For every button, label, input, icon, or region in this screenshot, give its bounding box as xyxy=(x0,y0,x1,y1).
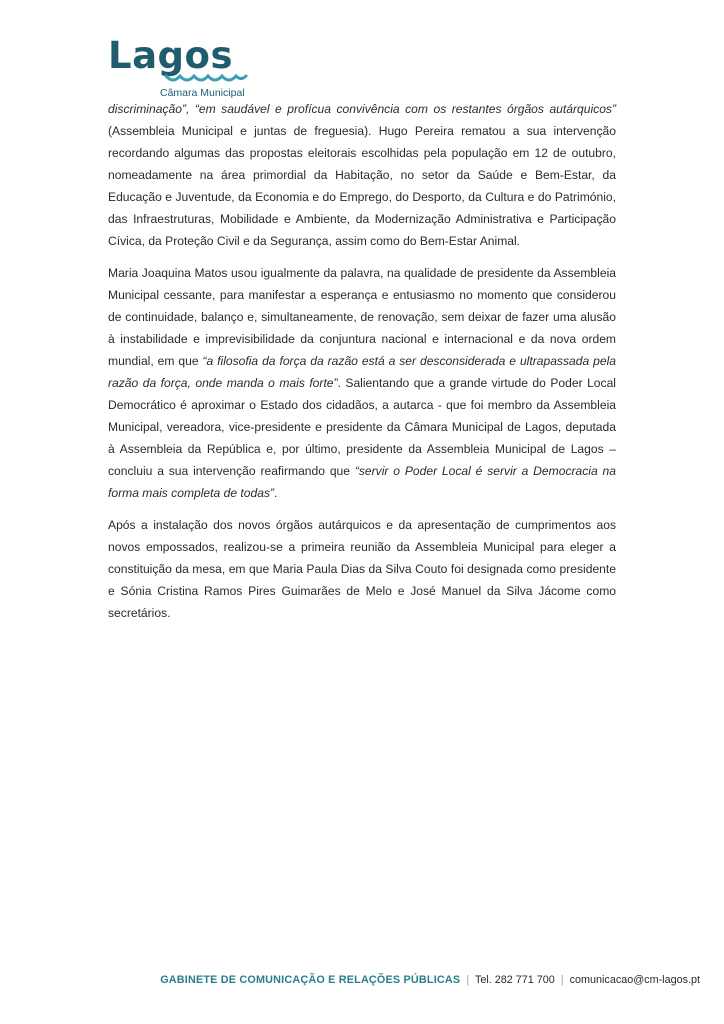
footer-separator: | xyxy=(560,974,564,986)
paragraph-text: (Assembleia Municipal e juntas de freguesia). Hugo Pereira rematou a sua intervenção recordando algumas das propostas eleitorais escolhidas pela população em 12 de outubro, nomeadamente na área primordial da Habitação, no setor da Saúde e Bem-Estar, da Educação e Juventude, da Economia e do Emprego, do Desporto, da Cultura e do Património, das Infraestruturas, Mobilidade e Ambiente, da Modernização Administrativa e Participação Cívica, da Proteção Civil e da Segurança, assim como do Bem-Estar Animal. xyxy=(108,124,616,248)
quote-text: discriminação xyxy=(108,102,182,116)
logo-subtitle: Câmara Municipal xyxy=(160,87,245,99)
page-footer xyxy=(0,972,700,988)
footer-phone: Tel. 282 771 700 xyxy=(474,974,555,986)
paragraph-text: . xyxy=(274,486,278,500)
paragraph-text: . Salientando que a grande virtude do Poder Local Democrático é aproximar o Estado dos cidadãos, a autarca - que foi membro da Assembleia Municipal, vereadora, vice-presidente e presidente da Câmara Municipal de Lagos, deputada à Assembleia da República e, por último, presidente da Assembleia Municipal de Lagos – concluiu a sua intervenção reafirmando que xyxy=(108,376,616,478)
quote-text: “servir o Poder Local é servir a Democracia na forma mais completa de todas” xyxy=(108,464,616,500)
paragraph-text: Após a instalação dos novos órgãos autárquicos e da apresentação de cumprimentos aos novos empossados, realizou-se a primeira reunião da Assembleia Municipal para eleger a constituição da mesa, em que Maria Paula Dias da Silva Couto foi designada como presidente e Sónia Cristina Ramos Pires Guimarães de Melo e José Manuel da Silva Jácome como secretários. xyxy=(108,518,616,620)
footer-email[interactable]: comunicacao@cm-lagos.pt xyxy=(569,974,700,986)
camara-municipal-logo xyxy=(108,36,248,102)
footer-department: GABINETE DE COMUNICAÇÃO E RELAÇÕES PÚBLICAS xyxy=(160,974,461,986)
body-paragraph xyxy=(108,262,616,504)
body-paragraph xyxy=(108,98,616,252)
article-body xyxy=(108,98,616,634)
quote-text: “em saudável e profícua convivência com os restantes órgãos autárquicos” xyxy=(194,102,616,116)
footer-separator: | xyxy=(466,974,470,986)
quote-text: ”, xyxy=(181,102,195,116)
paragraph-text: Maria Joaquina Matos usou igualmente da palavra, na qualidade de presidente da Assembleia Municipal cessante, para manifestar a esperança e entusiasmo no momento que considerou de continuidade, balanço e, simultaneamente, de renovação, sem deixar de fazer uma alusão à instabilidade e imprevisibilidade da conjuntura nacional e internacional e da nova ordem mundial, em que xyxy=(108,266,616,368)
quote-text: “a filosofia da força da razão está a ser desconsiderada e ultrapassada pela razão da força, onde manda o mais forte” xyxy=(108,354,616,390)
logo-wordmark: Lagos xyxy=(108,34,233,77)
body-paragraph xyxy=(108,514,616,624)
